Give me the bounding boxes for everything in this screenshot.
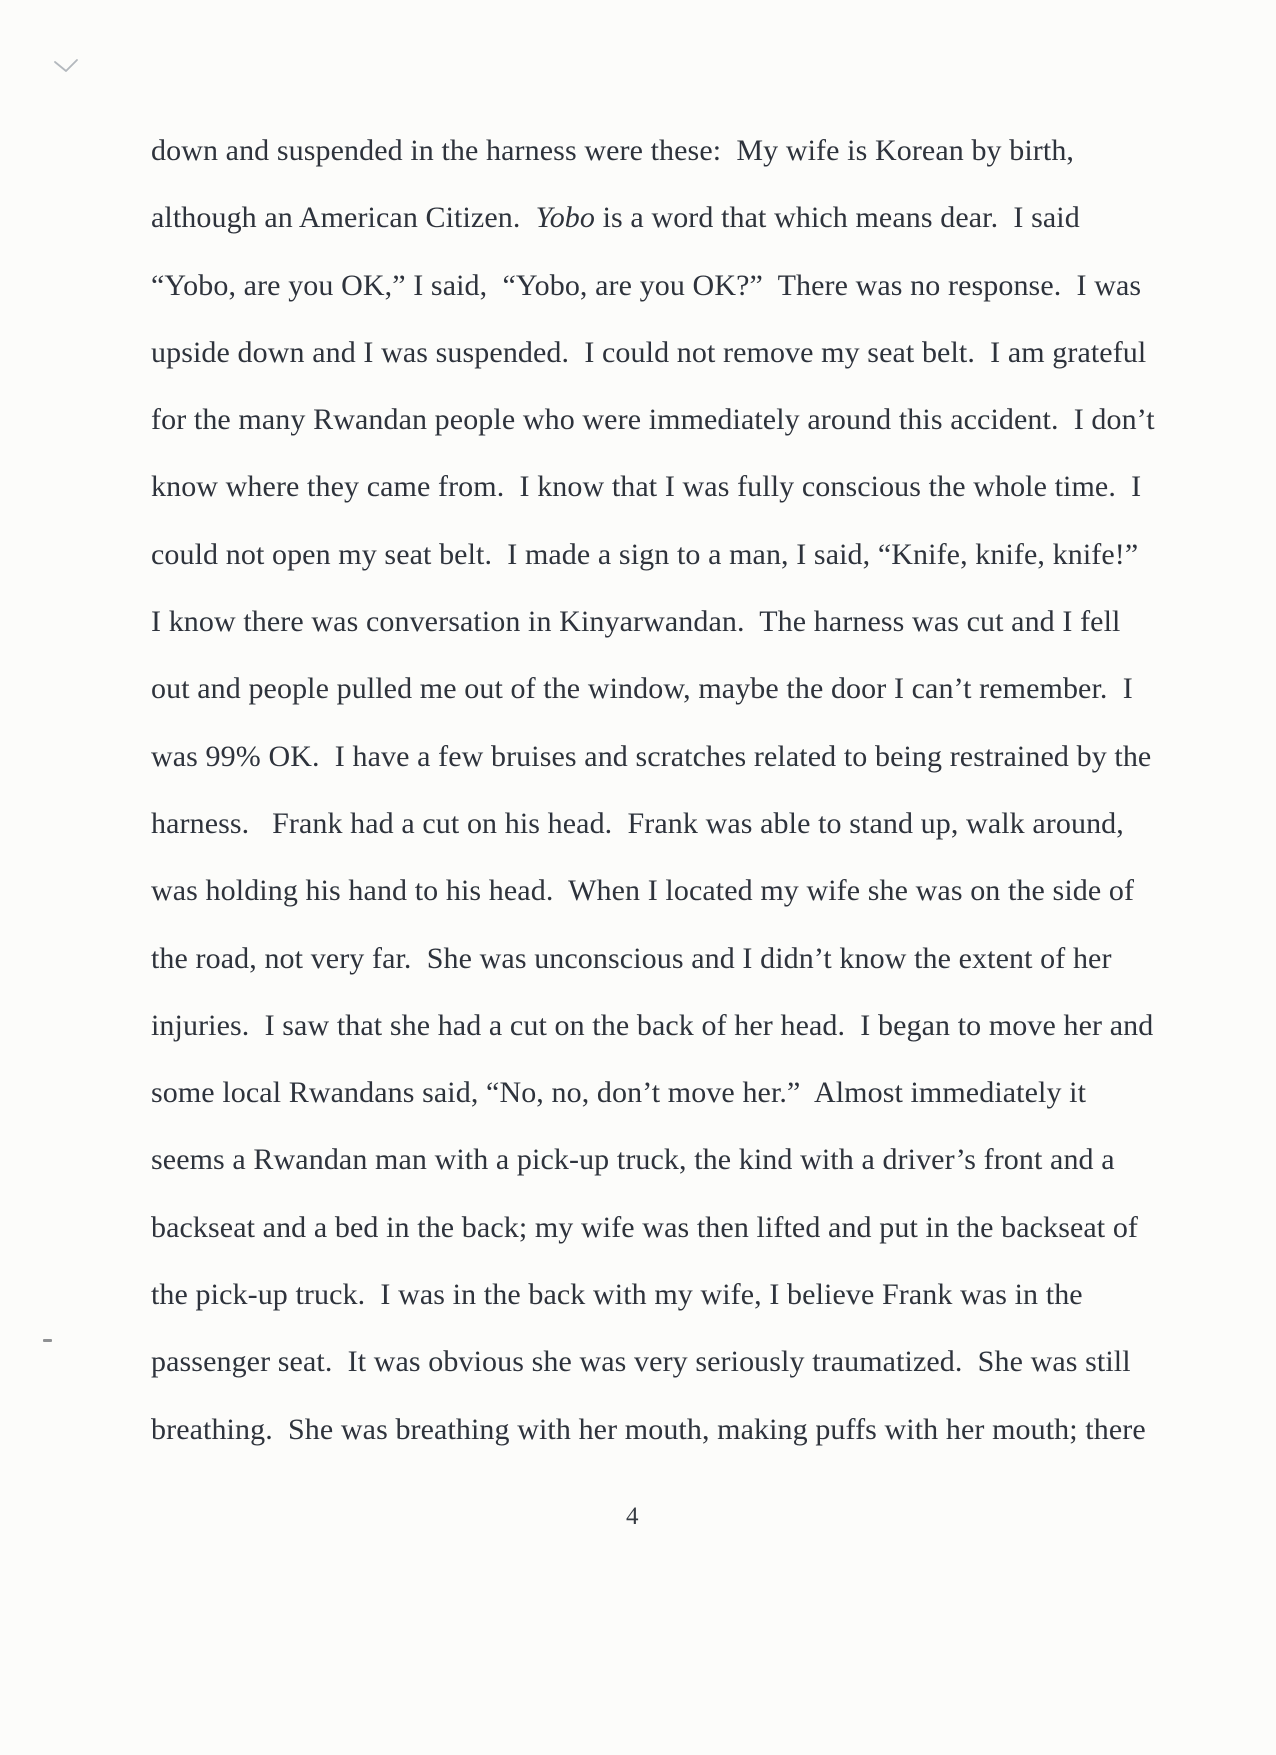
text-line: out and people pulled me out of the window, maybe the door I can’t remember. I — [151, 672, 1133, 706]
text-line: was 99% OK. I have a few bruises and scratches related to being restrained by the — [151, 739, 1152, 773]
text-line: upside down and I was suspended. I could not remove my seat belt. I am grateful — [151, 335, 1147, 369]
pen-checkmark-icon — [53, 54, 79, 76]
text-line: injuries. I saw that she had a cut on the back of her head. I began to move her and — [151, 1008, 1154, 1042]
text-line: I know there was conversation in Kinyarwandan. The harness was cut and I fell — [151, 605, 1121, 639]
text-line: although an American Citizen. Yobo is a word that which means dear. I said — [151, 201, 1080, 235]
text-line: the pick-up truck. I was in the back with my wife, I believe Frank was in the — [151, 1278, 1083, 1312]
text-line: could not open my seat belt. I made a sign to a man, I said, “Knife, knife, knife!” — [151, 537, 1139, 571]
text-line: for the many Rwandan people who were immediately around this accident. I don’t — [151, 403, 1155, 437]
page-number: 4 — [626, 1503, 639, 1530]
text-line: breathing. She was breathing with her mouth, making puffs with her mouth; there — [151, 1412, 1146, 1446]
text-line: passenger seat. It was obvious she was very seriously traumatized. She was still — [151, 1345, 1131, 1379]
text-line: know where they came from. I know that I was fully conscious the whole time. I — [151, 470, 1142, 504]
text-line: was holding his hand to his head. When I located my wife she was on the side of — [151, 874, 1135, 908]
body-text — [151, 117, 1171, 1463]
text-line: some local Rwandans said, “No, no, don’t move her.” Almost immediately it — [151, 1076, 1087, 1110]
text-line: down and suspended in the harness were these: My wife is Korean by birth, — [151, 134, 1075, 167]
text-line: “Yobo, are you OK,” I said, “Yobo, are you OK?” There was no response. I was — [151, 268, 1142, 302]
margin-dash-mark — [43, 1339, 52, 1342]
text-line: backseat and a bed in the back; my wife was then lifted and put in the backseat of — [151, 1210, 1139, 1244]
text-line: harness. Frank had a cut on his head. Frank was able to stand up, walk around, — [151, 806, 1124, 840]
text-line: the road, not very far. She was unconscious and I didn’t know the extent of her — [151, 941, 1112, 975]
text-line: seems a Rwandan man with a pick-up truck, the kind with a driver’s front and a — [151, 1143, 1115, 1177]
